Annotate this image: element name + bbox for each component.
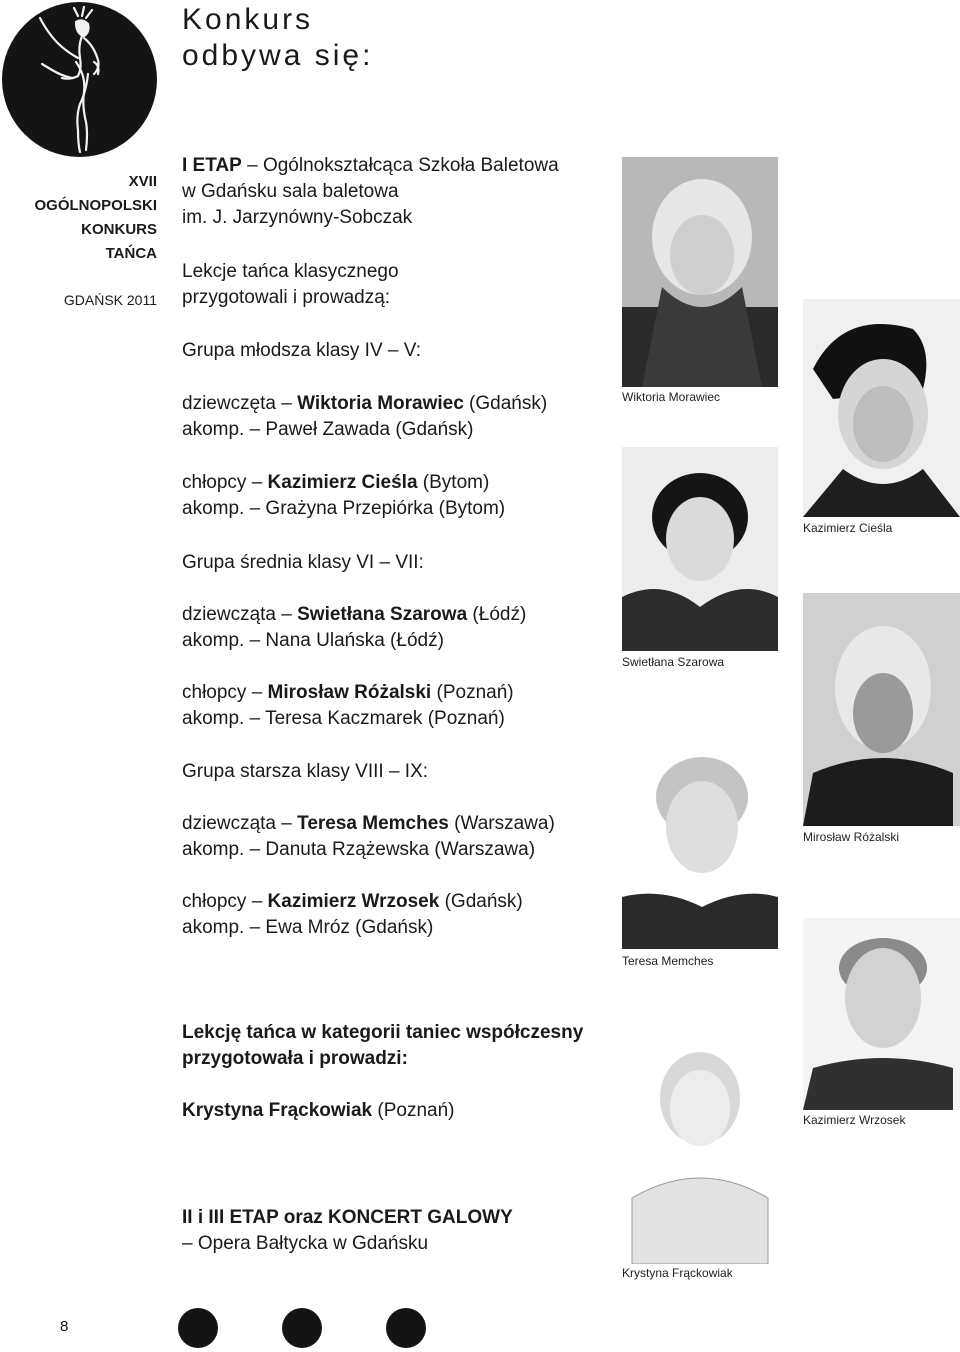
festival-city-year: GDAŃSK 2011 [63,292,157,308]
contemporary-intro-1: Lekcję tańca w kategorii taniec współczesny [182,1022,584,1043]
page-title-line-2: odbywa się: [182,39,374,72]
portrait-man-icon [803,299,960,517]
teacher-name: Krystyna Frąckowiak [182,1100,373,1121]
decorative-dot [282,1308,322,1348]
group-title-middle: Grupa średnia klasy VI – VII: [182,552,424,573]
festival-logo [2,2,157,157]
group-junior-girls: dziewczęta – Wiktoria Morawiec (Gdańsk) [182,393,548,414]
contemporary-teacher: Krystyna Frąckowiak (Poznań) [182,1100,455,1121]
group-senior-boys-accompanist: akomp. – Ewa Mróz (Gdańsk) [182,917,434,938]
classical-intro-1: Lekcje tańca klasycznego [182,261,399,282]
portrait-photo [622,737,778,949]
photo-caption: Kazimierz Cieśla [803,521,893,535]
group-title-junior: Grupa młodsza klasy IV – V: [182,340,422,361]
festival-title [0,170,157,266]
group-middle-boys: chłopcy – Mirosław Różalski (Poznań) [182,682,514,703]
contemporary-intro-2: przygotowała i prowadzi: [182,1048,408,1069]
portrait-photo [803,593,960,826]
stage1-label: I ETAP [182,155,242,176]
group-junior-boys: chłopcy – Kazimierz Cieśla (Bytom) [182,472,490,493]
photo-caption: Wiktoria Morawiec [622,390,721,404]
festival-line-2: OGÓLNOPOLSKI [34,197,157,214]
group-middle-boys-accompanist: akomp. – Teresa Kaczmarek (Poznań) [182,708,505,729]
stage23-venue: – Opera Bałtycka w Gdańsku [182,1233,429,1254]
group-middle-girls: dziewcząta – Swietłana Szarowa (Łódź) [182,604,527,625]
page-title [182,2,373,74]
stage1-line-1: I ETAP – Ogólnokształcąca Szkoła Baletowa [182,155,559,176]
stage1-line-2: w Gdańsku sala baletowa [182,181,399,202]
teacher-name: Mirosław Różalski [267,682,432,703]
page-number: 8 [60,1318,69,1335]
group-senior-boys: chłopcy – Kazimierz Wrzosek (Gdańsk) [182,891,523,912]
portrait-photo [622,447,778,651]
decorative-dot [386,1308,426,1348]
photo-caption: Teresa Memches [622,954,714,968]
portrait-man-icon [803,593,960,826]
classical-intro-2: przygotowali i prowadzą: [182,287,391,308]
festival-line-4: TAŃCA [105,245,157,262]
group-junior-girls-accompanist: akomp. – Paweł Zawada (Gdańsk) [182,419,474,440]
group-junior-boys-accompanist: akomp. – Grażyna Przepiórka (Bytom) [182,498,506,519]
teacher-name: Wiktoria Morawiec [297,393,464,414]
group-middle-girls-accompanist: akomp. – Nana Ulańska (Łódź) [182,630,444,651]
group-senior-girls-accompanist: akomp. – Danuta Rzążewska (Warszawa) [182,839,536,860]
teacher-name: Teresa Memches [297,813,449,834]
portrait-photo [622,1028,778,1264]
portrait-photo [622,157,778,387]
portrait-woman-icon [622,1028,778,1264]
page-title-line-1: Konkurs [182,3,314,36]
stage1-venue: Ogólnokształcąca Szkoła Baletowa [262,155,559,176]
festival-line-1: XVII [128,173,157,190]
photo-caption: Swietłana Szarowa [622,655,725,669]
photo-caption: Mirosław Różalski [803,830,900,844]
portrait-man-icon [803,918,960,1110]
teacher-name: Kazimierz Wrzosek [267,891,440,912]
teacher-name: Kazimierz Cieśla [267,472,418,493]
festival-line-3: KONKURS [81,221,157,238]
stage1-line-3: im. J. Jarzynówny-Sobczak [182,207,413,228]
stage23-title: II i III ETAP oraz KONCERT GALOWY [182,1207,513,1228]
portrait-photo [803,299,960,517]
portrait-woman-icon [622,157,778,387]
photo-caption: Krystyna Frąckowiak [622,1266,733,1280]
decorative-dot [178,1308,218,1348]
portrait-woman-icon [622,447,778,651]
photo-caption: Kazimierz Wrzosek [803,1113,906,1127]
group-title-senior: Grupa starsza klasy VIII – IX: [182,761,429,782]
teacher-name: Swietłana Szarowa [297,604,468,625]
portrait-photo [803,918,960,1110]
portrait-woman-icon [622,737,778,949]
group-senior-girls: dziewcząta – Teresa Memches (Warszawa) [182,813,555,834]
ballerina-icon [2,2,157,157]
